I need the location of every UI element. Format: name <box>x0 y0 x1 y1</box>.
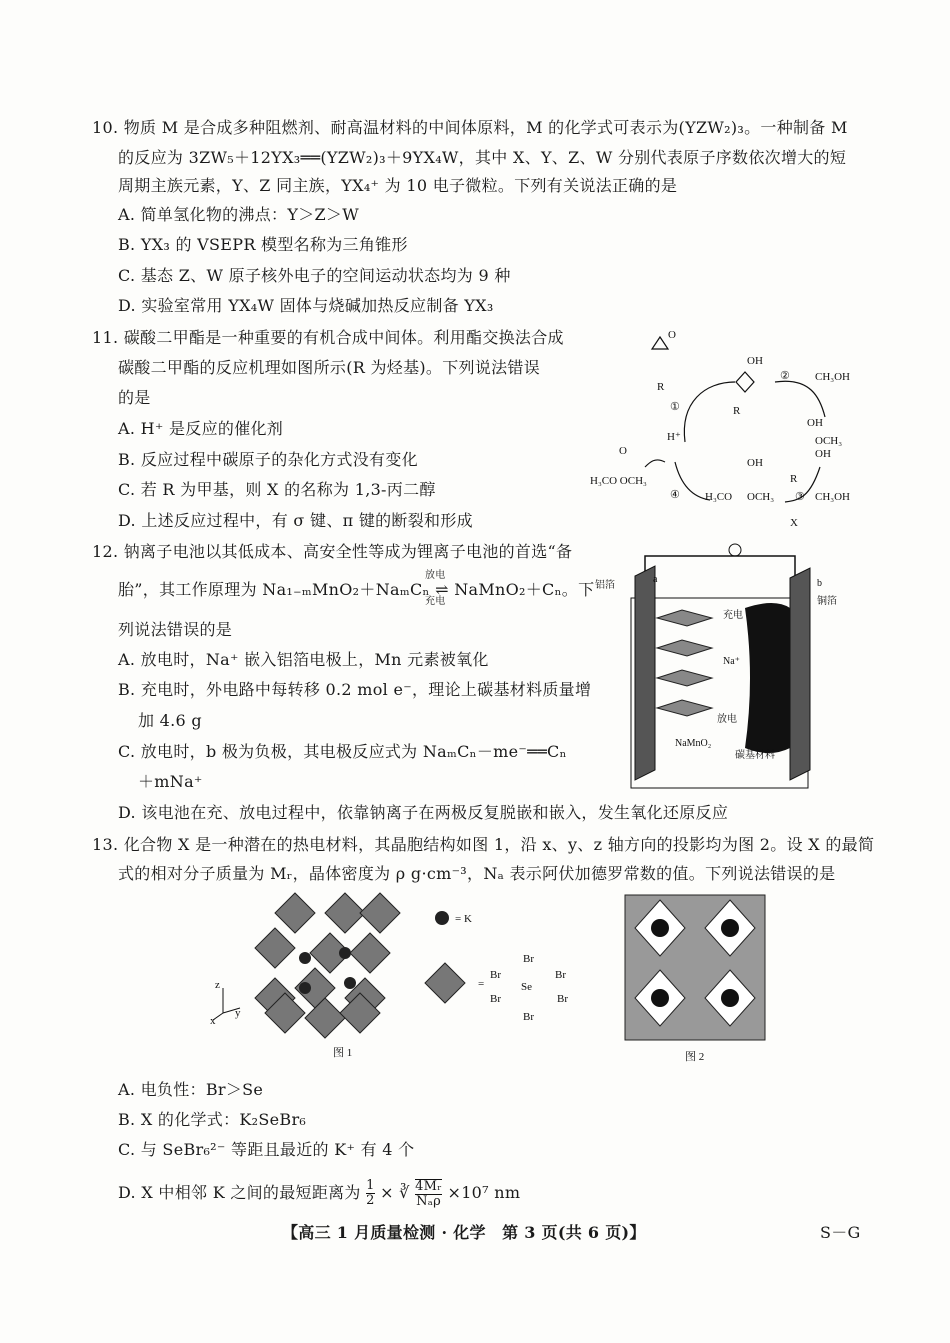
svg-text:H₃CO: H₃CO <box>705 491 733 503</box>
svg-text:Na⁺: Na⁺ <box>723 656 740 667</box>
svg-text:CH₃OH: CH₃OH <box>815 371 851 383</box>
svg-text:充电: 充电 <box>723 610 743 621</box>
q12-stem-1: 12. 钠离子电池以其低成本、高安全性等成为锂离子电池的首选“备 <box>92 542 573 561</box>
svg-text:a: a <box>653 574 658 585</box>
svg-text:OCH₃: OCH₃ <box>815 435 843 447</box>
svg-text:O: O <box>619 445 627 457</box>
svg-text:= K: = K <box>455 913 472 925</box>
q11-mechanism-diagram <box>585 322 880 532</box>
q10-stem-3: 周期主族元素，Y、Z 同主族，YX₄⁺ 为 10 电子微粒。下列有关说法正确的是 <box>118 176 678 195</box>
svg-text:碳基材料: 碳基材料 <box>735 750 775 761</box>
svg-text:④: ④ <box>670 489 680 501</box>
arc-1 <box>684 382 735 442</box>
q10-option-a: A. 简单氢化物的沸点：Y＞Z＞W <box>118 205 359 224</box>
footer-page-info: 【高三 1 月质量检测 · 化学 第 3 页(共 6 页)】 <box>282 1223 646 1242</box>
svg-text:Br: Br <box>557 993 568 1005</box>
q12-option-d: D. 该电池在充、放电过程中，依靠钠离子在两极反复脱嵌和嵌入，发生氧化还原反应 <box>118 803 729 822</box>
arrow-label-top: 放电 <box>425 570 446 581</box>
q13-option-a: A. 电负性：Br＞Se <box>118 1080 264 1099</box>
carbonyl-o: O <box>668 329 676 341</box>
q12-option-b: B. 充电时，外电路中每转移 0.2 mol e⁻，理论上碳基材料质量增 <box>118 680 592 699</box>
q10-stem-2: 的反应为 3ZW₅＋12YX₃══(YZW₂)₃＋9YX₄W，其中 X、Y、Z、W 分别代表原子序数依次增大的短 <box>118 148 847 167</box>
svg-text:R: R <box>733 405 741 417</box>
q10-option-c: C. 基态 Z、W 原子核外电子的空间运动状态均为 9 种 <box>118 266 511 285</box>
arc-2 <box>775 381 825 417</box>
svg-text:Br: Br <box>490 969 501 981</box>
svg-text:X: X <box>790 517 798 529</box>
q12-stem-3: 列说法错误的是 <box>118 620 233 639</box>
q13-stem-2: 式的相对分子质量为 Mᵣ，晶体密度为 ρ g·cm⁻³，Nₐ 表示阿伏加德罗常数的值。下列说法错误的是 <box>118 864 836 883</box>
fraction-mr: $\frac{\text{4Mᵣ}}{\text{Nₐρ}}$ <box>415 1178 443 1209</box>
q10-stem-1: 10. 物质 M 是合成多种阻燃剂、耐高温材料的中间体原料，M 的化学式可表示为(YZW₂)₃。一种制备 M <box>92 118 848 137</box>
svg-text:R: R <box>790 473 798 485</box>
bulb-icon <box>729 544 741 556</box>
figure-2-caption: 图 2 <box>685 1051 705 1063</box>
q11-stem-3: 的是 <box>118 388 151 407</box>
cube-root-sign: ∛ <box>399 1183 410 1202</box>
figure-1-caption: 图 1 <box>333 1047 353 1059</box>
svg-text:①: ① <box>670 401 680 413</box>
q13-stem-1: 13. 化合物 X 是一种潜在的热电材料，其晶胞结构如图 1，沿 x、y、z 轴方向的投影均为图 2。设 X 的最简 <box>92 835 875 854</box>
q11-option-d: D. 上述反应过程中，有 σ 键、π 键的断裂和形成 <box>118 511 473 530</box>
q12-battery-diagram <box>595 538 865 798</box>
svg-text:OCH₃: OCH₃ <box>747 491 775 503</box>
fraction-half: $\frac{1}{2}$ <box>366 1178 375 1208</box>
q13-figure-2 <box>620 890 770 1070</box>
q12-option-c-cont: ＋mNa⁺ <box>138 772 203 791</box>
q13-option-c: C. 与 SeBr₆²⁻ 等距且最近的 K⁺ 有 4 个 <box>118 1140 415 1159</box>
octahedra <box>255 893 400 1038</box>
svg-text:z: z <box>215 979 220 991</box>
svg-text:NaMnO₂: NaMnO₂ <box>675 738 712 749</box>
svg-text:③: ③ <box>795 491 805 503</box>
q11-stem-1: 11. 碳酸二甲酯是一种重要的有机合成中间体。利用酯交换法合成 <box>92 328 564 347</box>
svg-text:R: R <box>657 381 665 393</box>
q10-option-d: D. 实验室常用 YX₄W 固体与烧碱加热反应制备 YX₃ <box>118 296 494 315</box>
svg-text:OH: OH <box>815 448 831 460</box>
electrode-a <box>635 566 655 780</box>
q11-option-a: A. H⁺ 是反应的催化剂 <box>118 419 284 438</box>
svg-text:=: = <box>478 978 485 990</box>
svg-text:铜箔: 铜箔 <box>817 596 837 607</box>
q10-option-b: B. YX₃ 的 VSEPR 模型名称为三角锥形 <box>118 235 408 254</box>
svg-text:②: ② <box>780 370 790 382</box>
svg-text:Br: Br <box>555 969 566 981</box>
svg-text:CH₃OH: CH₃OH <box>815 491 851 503</box>
svg-text:x: x <box>210 1015 216 1027</box>
q11-stem-2: 碳酸二甲酯的反应机理如图所示(R 为烃基)。下列说法错误 <box>118 358 541 377</box>
svg-text:H⁺: H⁺ <box>667 431 681 443</box>
q13-figure-1 <box>205 888 590 1068</box>
svg-text:铝箔: 铝箔 <box>595 580 615 591</box>
electrode-b <box>790 568 810 780</box>
svg-text:OH: OH <box>807 417 823 429</box>
q12-option-b-cont: 加 4.6 g <box>138 711 202 730</box>
footer-code: S－G <box>820 1223 861 1242</box>
q13-option-b: B. X 的化学式：K₂SeBr₆ <box>118 1110 307 1129</box>
svg-text:放电: 放电 <box>717 714 737 725</box>
svg-text:y: y <box>235 1007 241 1019</box>
q13-option-d: D. X 中相邻 K 之间的最短距离为 $\frac{1}{2}$ × ∛ $\frac{\text{4Mᵣ}}{\text{Nₐρ}}$ ×10⁷ nm <box>118 1178 521 1209</box>
svg-text:H₃CO OCH₃: H₃CO OCH₃ <box>590 475 647 487</box>
q11-option-b: B. 反应过程中碳原子的杂化方式没有变化 <box>118 450 418 469</box>
svg-text:Br: Br <box>523 953 534 965</box>
svg-text:OH: OH <box>747 355 763 367</box>
q12-option-c: C. 放电时，b 极为负极，其电极反应式为 NaₘCₙ－me⁻══Cₙ <box>118 742 567 761</box>
svg-text:Se: Se <box>521 981 532 993</box>
svg-text:b: b <box>817 578 822 589</box>
q12-option-a: A. 放电时，Na⁺ 嵌入铝箔电极上，Mn 元素被氧化 <box>118 650 489 669</box>
arrow-label-bottom: 充电 <box>425 596 446 607</box>
svg-text:Br: Br <box>523 1011 534 1023</box>
q12-stem-2: 胎”，其工作原理为 Na₁₋ₘMnO₂＋NaₘCₙ ⇌ NaMnO₂＋Cₙ。下 <box>118 580 595 599</box>
svg-text:Br: Br <box>490 993 501 1005</box>
q11-option-c: C. 若 R 为甲基，则 X 的名称为 1,3-丙二醇 <box>118 480 436 499</box>
svg-text:OH: OH <box>747 457 763 469</box>
